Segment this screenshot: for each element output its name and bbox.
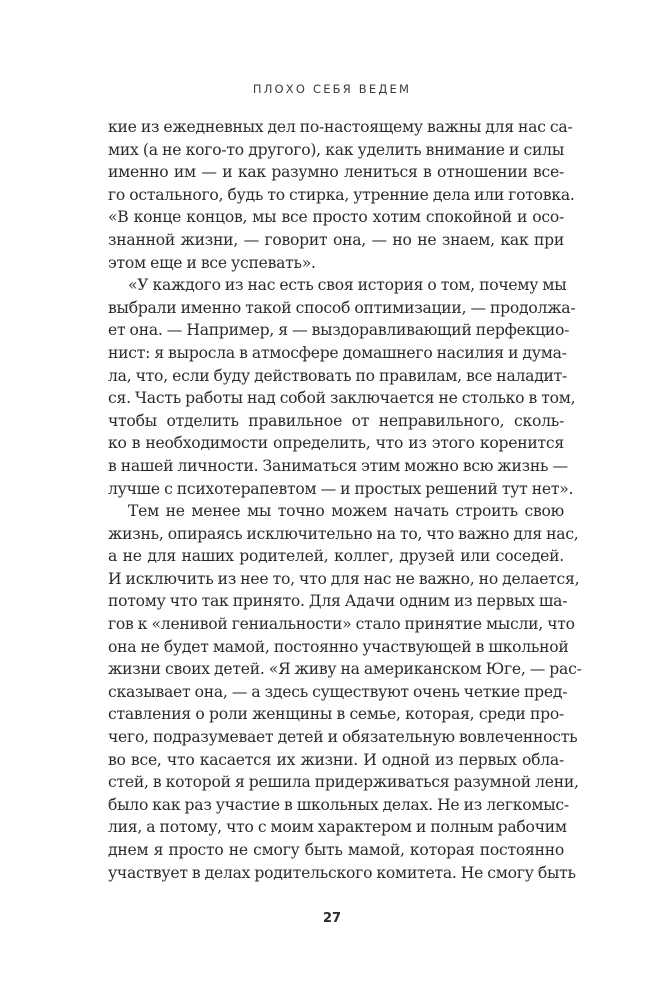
text-line: Тем не менее мы точно можем начать строить свою <box>128 502 564 521</box>
text-line: мих (а не кого-то другого), как уделить внимание и силы <box>108 140 564 159</box>
page-number: 27 <box>322 911 342 926</box>
text-line: участвует в делах родительского комитета. Не смогу быть <box>108 863 576 882</box>
text-line: лия, а потому, что с моим характером и полным рабочим <box>108 818 567 837</box>
text-line: было как раз участие в школьных делах. Не из легкомыс- <box>108 795 569 814</box>
text-line: го остального, будь то стирка, утренние дела или готовка. <box>108 185 575 204</box>
text-line: ко в необходимости определить, что из этого коренится <box>108 434 564 453</box>
text-line: в нашей личности. Заниматься этим можно всю жизнь — <box>108 456 568 475</box>
text-line: стей, в которой я решила придерживаться разумной лени, <box>108 773 579 792</box>
text-line: нист: я выросла в атмосфере домашнего насилия и дума- <box>108 343 567 362</box>
text-line: знанной жизни, — говорит она, — но не знаем, как при <box>108 230 564 249</box>
paragraph-2 <box>108 274 576 500</box>
text-line: «У каждого из нас есть своя история о том, почему мы <box>128 276 567 295</box>
text-line: выбрали именно такой способ оптимизации, — продолжа- <box>108 298 576 317</box>
text-line: этом еще и все успевать». <box>108 253 316 272</box>
text-line: «В конце концов, мы все просто хотим спокойной и осо- <box>108 208 564 227</box>
text-line: во все, что касается их жизни. И одной из первых обла- <box>108 750 564 769</box>
text-line: днем я просто не смогу быть мамой, которая постоянно <box>108 841 564 859</box>
text-line: а не для наших родителей, коллег, друзей или соседей. <box>108 547 564 566</box>
text-line: лучше с психотерапевтом — и простых решений тут нет». <box>108 479 574 498</box>
text-line: ет она. — Например, я — выздоравливающий перфекцио- <box>108 321 570 340</box>
text-line: жизни своих детей. «Я живу на американском Юге, — рас- <box>108 660 582 679</box>
text-line: сказывает она, — а здесь существуют очень четкие пред- <box>108 682 568 701</box>
text-line: жизнь, опираясь исключительно на то, что важно для нас, <box>108 524 579 543</box>
text-line: именно им — и как разумно лениться в отношении все- <box>108 163 564 182</box>
text-line: ла, что, если буду действовать по правилам, все наладит- <box>108 366 568 385</box>
text-line: ся. Часть работы над собой заключается не столько в том, <box>108 389 576 408</box>
text-line: потому что так принято. Для Адачи одним из первых ша- <box>108 592 568 611</box>
text-line: кие из ежедневных дел по-настоящему важны для нас са- <box>108 118 573 136</box>
text-line: чего, подразумевает детей и обязательную вовлеченность <box>108 728 578 747</box>
text-line: ставления о роли женщины в семье, которая, среди про- <box>108 705 564 724</box>
paragraph-1 <box>108 116 575 274</box>
paragraph-3 <box>108 500 582 884</box>
text-line: И исключить из нее то, что для нас не важно, но делается, <box>108 569 580 588</box>
text-line: чтобы отделить правильное от неправильного, сколь- <box>108 411 564 430</box>
body-text <box>108 116 582 884</box>
text-line: она не будет мамой, постоянно участвующей в школьной <box>108 637 569 656</box>
text-line: гов к «ленивой гениальности» стало принятие мысли, что <box>108 615 575 634</box>
running-head: ПЛОХО СЕБЯ ВЕДЕМ <box>252 82 412 96</box>
